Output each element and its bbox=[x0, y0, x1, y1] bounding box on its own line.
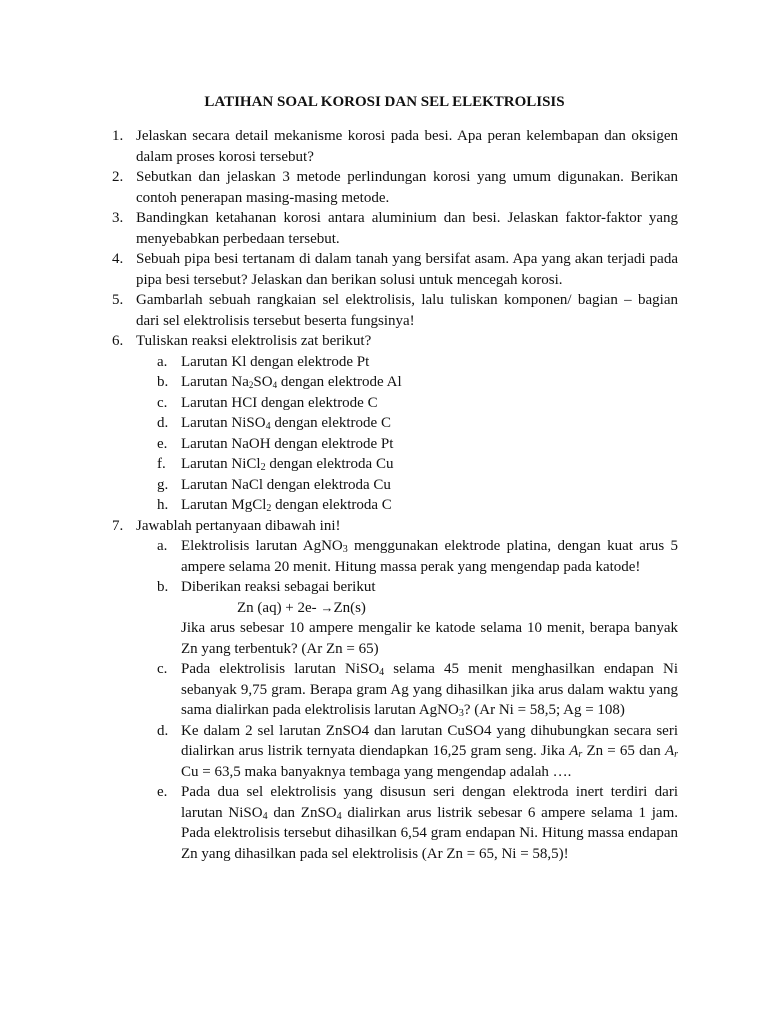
question-1 bbox=[91, 126, 678, 167]
sub-item-label: c. bbox=[157, 394, 168, 411]
sub-item-text: Larutan MgCl$_2$ dengan elektroda C bbox=[181, 497, 392, 514]
sub-item-label: e. bbox=[157, 435, 168, 452]
sub-item-6f bbox=[91, 454, 678, 475]
sub-item-label: h. bbox=[157, 497, 169, 513]
question-4 bbox=[91, 249, 678, 290]
reaction-equation: Zn (aq) + 2e- →Zn(s) bbox=[237, 599, 366, 616]
sub-item-label: d. bbox=[157, 415, 169, 431]
sub-item-text: Larutan NaCl dengan elektroda Cu bbox=[181, 476, 391, 493]
sub-item-6a bbox=[91, 352, 678, 373]
question-number: 4. bbox=[112, 251, 124, 267]
sub-item-7e bbox=[91, 782, 678, 864]
sub-item-label: b. bbox=[157, 579, 169, 595]
question-text: Jawablah pertanyaan dibawah ini! bbox=[136, 517, 341, 534]
sub-item-label: a. bbox=[157, 353, 168, 370]
question-list bbox=[91, 126, 678, 864]
question-7 bbox=[91, 516, 678, 537]
question-text: Tuliskan reaksi elektrolisis zat berikut? bbox=[136, 333, 372, 349]
question-text: Bandingkan ketahanan korosi antara aluminium dan besi. Jelaskan faktor-faktor yang menyebabkan perbedaan tersebut. bbox=[136, 210, 678, 247]
sub-item-text: Ke dalam 2 sel larutan ZnSO4 dan larutan CuSO4 yang dihubungkan secara seri dialirkan arus listrik ternyata diendapkan 16,25 gram seng. Jika $A_r$ Zn = 65 dan $A_r$ Cu = 63,5 maka banyaknya tembaga yang mengendap adalah …. bbox=[181, 722, 679, 780]
sub-item-6h bbox=[91, 495, 678, 516]
sub-item-text: Larutan $Na_2SO_4$ dengan elektrode Al bbox=[181, 374, 402, 390]
sub-item-text: Pada elektrolisis larutan NiSO$_4$ selama 45 menit menghasilkan endapan Ni sebanyak 9,75 gram. Berapa gram Ag yang dihasilkan jika arus dalam waktu yang sama dialirkan pada elektrolisis larutan AgNO$_3$? (Ar Ni = 58,5; Ag = 108) bbox=[181, 661, 678, 719]
document-title: LATIHAN SOAL KOROSI DAN SEL ELEKTROLISIS bbox=[204, 94, 565, 110]
sub-item-text: Larutan NaOH dengan elektrode Pt bbox=[181, 435, 394, 452]
sub-item-label: b. bbox=[157, 374, 169, 390]
question-text: Gambarlah sebuah rangkaian sel elektrolisis, lalu tuliskan komponen/ bagian – bagian dari sel elektrolisis tersebut beserta fungsinya! bbox=[136, 292, 678, 329]
question-number: 2. bbox=[112, 169, 124, 185]
sub-item-label: f. bbox=[157, 456, 166, 472]
sub-item-text: Elektrolisis larutan AgNO$_3$ menggunakan elektrode platina, dengan kuat arus 5 ampere selama 20 menit. Hitung massa perak yang mengendap pada katode! bbox=[181, 538, 678, 575]
sub-item-label: c. bbox=[157, 661, 168, 677]
sub-item-text: Jika arus sebesar 10 ampere mengalir ke katode selama 10 menit, berapa banyak Zn yang terbentuk? (Ar Zn = 65) bbox=[181, 620, 678, 657]
sub-item-7a bbox=[91, 536, 678, 577]
question-6-items bbox=[91, 352, 678, 516]
sub-item-text: Larutan Kl dengan elektrode Pt bbox=[181, 353, 370, 370]
sub-item-label: d. bbox=[157, 722, 169, 739]
sub-item-text: Pada dua sel elektrolisis yang disusun seri dengan elektroda inert terdiri dari larutan NiSO$_4$ dan ZnSO$_4$ dialirkan arus listrik sebesar 6 ampere selama 1 jam. Pada elektrolisis tersebut dihasilkan 6,54 gram endapan Ni. Hitung massa endapan Zn yang dihasilkan pada sel elektrolisis (Ar Zn = 65, Ni = 58,5)! bbox=[181, 784, 678, 862]
sub-item-6d bbox=[91, 413, 678, 434]
sub-item-label: g. bbox=[157, 476, 169, 493]
sub-item-6c bbox=[91, 393, 678, 414]
sub-item-text: Larutan NiCl$_2$ dengan elektroda Cu bbox=[181, 456, 394, 473]
question-6 bbox=[91, 331, 678, 352]
sub-item-text: Larutan NiSO$_4$ dengan elektrode C bbox=[181, 415, 391, 432]
arrow-icon: → bbox=[320, 599, 334, 615]
question-text: Jelaskan secara detail mekanisme korosi pada besi. Apa peran kelembapan dan oksigen dalam proses korosi tersebut? bbox=[136, 128, 678, 165]
question-text: Sebuah pipa besi tertanam di dalam tanah yang bersifat asam. Apa yang akan terjadi pada pipa besi tersebut? Jelaskan dan berikan solusi untuk mencegah korosi. bbox=[136, 251, 678, 288]
question-number: 5. bbox=[112, 292, 124, 308]
question-7-items bbox=[91, 536, 678, 864]
sub-item-7c bbox=[91, 659, 678, 721]
question-number: 6. bbox=[112, 333, 124, 349]
sub-item-7b bbox=[91, 577, 678, 659]
sub-item-text: Larutan HCI dengan elektrode C bbox=[181, 394, 378, 411]
question-3 bbox=[91, 208, 678, 249]
question-number: 3. bbox=[112, 210, 124, 226]
sub-item-6b bbox=[91, 372, 678, 393]
sub-item-label: e. bbox=[157, 784, 168, 800]
sub-item-7d bbox=[91, 721, 678, 783]
question-number: 1. bbox=[112, 128, 124, 144]
question-2 bbox=[91, 167, 678, 208]
question-5 bbox=[91, 290, 678, 331]
sub-item-6e bbox=[91, 434, 678, 455]
question-text: Sebutkan dan jelaskan 3 metode perlindungan korosi yang umum digunakan. Berikan contoh penerapan masing-masing metode. bbox=[136, 169, 678, 206]
sub-item-6g bbox=[91, 475, 678, 496]
sub-item-label: a. bbox=[157, 538, 168, 554]
sub-item-text: Diberikan reaksi sebagai berikut bbox=[181, 579, 376, 595]
question-number: 7. bbox=[112, 517, 124, 534]
